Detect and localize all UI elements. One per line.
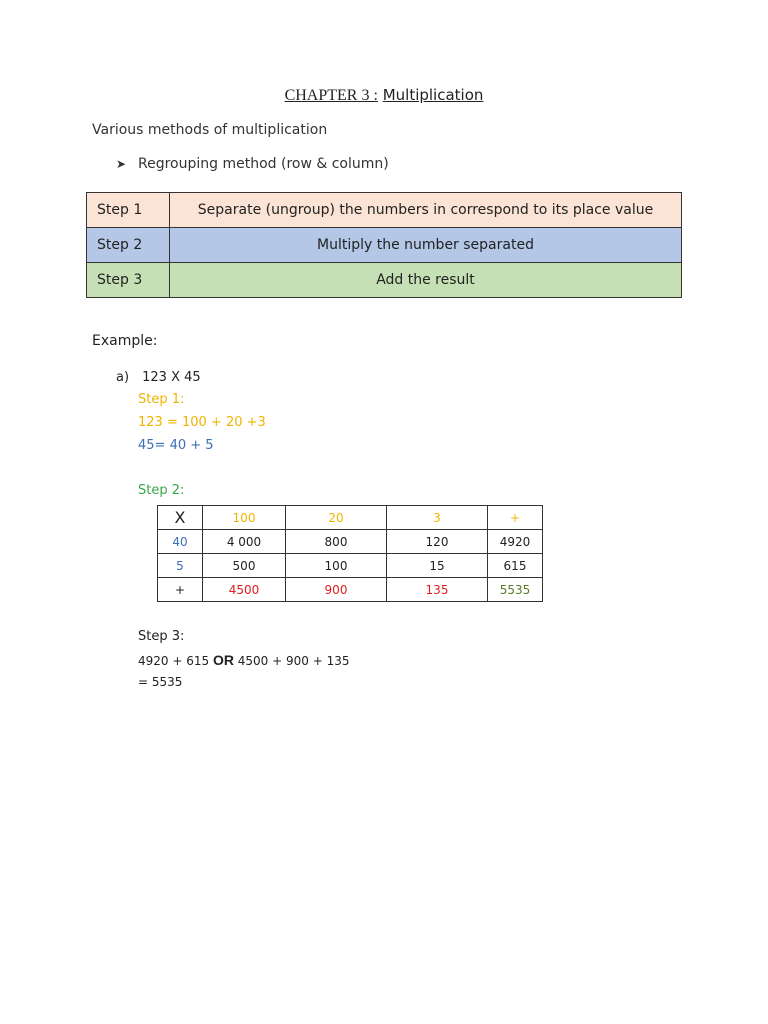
chapter-topic: Multiplication <box>382 86 484 104</box>
example-heading: Example: <box>92 333 158 349</box>
step-row-1 <box>87 193 682 228</box>
calc-part-b: 4500 + 900 + 135 <box>233 654 350 668</box>
grid-header-row <box>158 506 543 530</box>
intro-text: Various methods of multiplication <box>92 122 328 138</box>
grid-header-cell: + <box>488 506 543 530</box>
grid-total-row <box>158 578 543 602</box>
calc-or: OR <box>212 652 234 668</box>
method-bullet-text: Regrouping method (row & column) <box>138 156 389 172</box>
example-question <box>116 370 201 385</box>
page-title <box>0 86 768 105</box>
grid-cell: 4920 <box>488 530 543 554</box>
step3-calculation <box>138 652 349 668</box>
step-description: Add the result <box>170 263 682 298</box>
step-row-3 <box>87 263 682 298</box>
question-text: 123 X 45 <box>142 370 201 385</box>
step3-title: Step 3: <box>138 629 185 644</box>
step-description: Separate (ungroup) the numbers in correspond to its place value <box>170 193 682 228</box>
grid-cell: 135 <box>387 578 488 602</box>
chapter-label: CHAPTER 3 : <box>284 87 378 104</box>
multiplication-grid <box>157 505 543 602</box>
grid-cell: 500 <box>203 554 286 578</box>
grid-cell: 15 <box>387 554 488 578</box>
grid-cell: 100 <box>286 554 387 578</box>
grid-cell: 5535 <box>488 578 543 602</box>
step-row-2 <box>87 228 682 263</box>
method-bullet <box>116 156 389 172</box>
step-description: Multiply the number separated <box>170 228 682 263</box>
steps-table <box>86 192 682 298</box>
grid-header-cell: 20 <box>286 506 387 530</box>
grid-cell: 900 <box>286 578 387 602</box>
step-label: Step 2 <box>87 228 170 263</box>
grid-cell: 615 <box>488 554 543 578</box>
step2-title: Step 2: <box>138 483 185 498</box>
step1-line2: 45= 40 + 5 <box>138 438 214 453</box>
grid-row <box>158 554 543 578</box>
grid-header-cell: X <box>158 506 203 530</box>
grid-cell: 4 000 <box>203 530 286 554</box>
calc-part-a: 4920 + 615 <box>138 654 213 668</box>
grid-cell: 800 <box>286 530 387 554</box>
grid-cell: + <box>158 578 203 602</box>
grid-header-cell: 3 <box>387 506 488 530</box>
question-label: a) <box>116 370 130 385</box>
grid-cell: 4500 <box>203 578 286 602</box>
step1-title: Step 1: <box>138 392 185 407</box>
grid-header-cell: 100 <box>203 506 286 530</box>
grid-cell: 5 <box>158 554 203 578</box>
step-label: Step 3 <box>87 263 170 298</box>
step1-line1: 123 = 100 + 20 +3 <box>138 415 266 430</box>
step3-result: = 5535 <box>138 675 183 689</box>
grid-row <box>158 530 543 554</box>
grid-cell: 120 <box>387 530 488 554</box>
step-label: Step 1 <box>87 193 170 228</box>
arrow-bullet-icon: ➤ <box>116 157 127 171</box>
grid-cell: 40 <box>158 530 203 554</box>
